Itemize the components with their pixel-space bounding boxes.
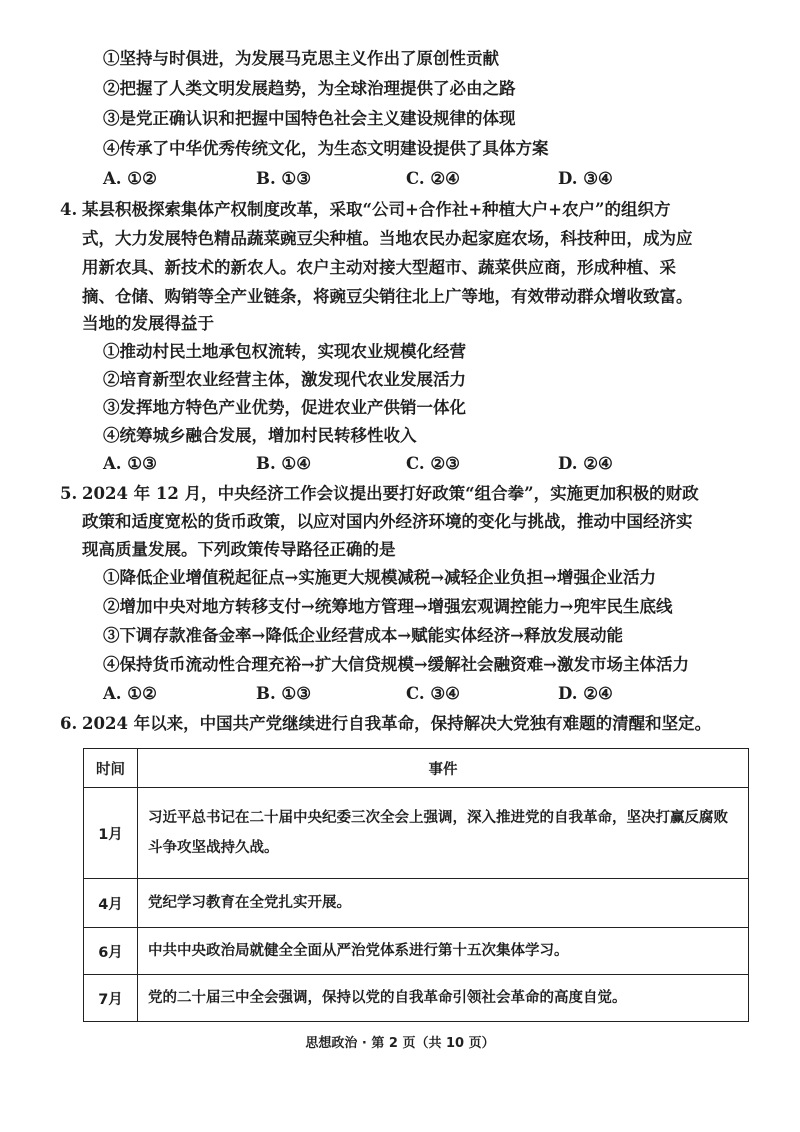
table-row <box>84 879 749 928</box>
q3-option-4: ④传承了中华优秀传统文化，为生态文明建设提供了具体方案 <box>103 139 549 158</box>
q4-option-4: ④统筹城乡融合发展，增加村民转移性收入 <box>103 426 417 445</box>
q6-stem: 2024 年以来，中国共产党继续进行自我革命，保持解决大党独有难题的清醒和坚定。 <box>82 714 712 733</box>
q5-option-1: ①降低企业增值税起征点→实施更大规模减税→减轻企业负担→增强企业活力 <box>103 568 656 587</box>
q5-choice-b[interactable]: B. ①③ <box>256 684 312 703</box>
q6-number: 6. <box>60 714 78 733</box>
q5-option-2: ②增加中央对地方转移支付→统筹地方管理→增强宏观调控能力→兜牢民生底线 <box>103 597 673 616</box>
q5-choice-c[interactable]: C. ③④ <box>406 684 460 703</box>
q4-stem-line-5: 当地的发展得益于 <box>82 314 214 333</box>
header-event: 事件 <box>138 749 749 788</box>
table-row <box>84 928 749 975</box>
q4-stem-line-2: 式，大力发展特色精品蔬菜豌豆尖种植。当地农民办起家庭农场，科技种田，成为应 <box>82 229 693 248</box>
q4-choices <box>103 452 663 476</box>
row-time: 7月 <box>84 975 138 1022</box>
q3-choice-a[interactable]: A. ①② <box>103 169 157 188</box>
q4-number: 4. <box>60 200 78 219</box>
q5-choice-a[interactable]: A. ①② <box>103 684 157 703</box>
q4-option-3: ③发挥地方特色产业优势，促进农业产供销一体化 <box>103 398 466 417</box>
q6-events-table <box>83 748 749 1022</box>
row-event: 中共中央政治局就健全全面从严治党体系进行第十五次集体学习。 <box>138 928 749 975</box>
q3-choice-d[interactable]: D. ③④ <box>558 169 613 188</box>
q4-stem-line-4: 摘、仓储、购销等全产业链条，将豌豆尖销往北上广等地，有效带动群众增收致富。 <box>82 287 693 306</box>
q5-number: 5. <box>60 484 78 503</box>
page-footer: 思想政治 · 第 2 页（共 10 页） <box>305 1036 495 1051</box>
row-time: 6月 <box>84 928 138 975</box>
q5-choice-d[interactable]: D. ②④ <box>558 684 613 703</box>
q3-option-2: ②把握了人类文明发展趋势，为全球治理提供了必由之路 <box>103 79 516 98</box>
q3-choices <box>103 167 663 191</box>
q3-option-3: ③是党正确认识和把握中国特色社会主义建设规律的体现 <box>103 109 516 128</box>
table-row <box>84 788 749 879</box>
q5-choices <box>103 682 663 706</box>
row-event: 党纪学习教育在全党扎实开展。 <box>138 879 749 928</box>
table-header-row <box>84 749 749 788</box>
q4-choice-c[interactable]: C. ②③ <box>406 454 460 473</box>
row-event: 习近平总书记在二十届中央纪委三次全会上强调，深入推进党的自我革命，坚决打赢反腐败斗争攻坚战持久战。 <box>138 788 749 879</box>
q3-option-1: ①坚持与时俱进，为发展马克思主义作出了原创性贡献 <box>103 49 499 68</box>
header-time: 时间 <box>84 749 138 788</box>
q4-option-2: ②培育新型农业经营主体，激发现代农业发展活力 <box>103 370 466 389</box>
q5-stem-line-1: 2024 年 12 月，中央经济工作会议提出要打好政策“组合拳”，实施更加积极的财政 <box>82 484 699 503</box>
row-event: 党的二十届三中全会强调，保持以党的自我革命引领社会革命的高度自觉。 <box>138 975 749 1022</box>
q4-stem-line-3: 用新农具、新技术的新农人。农户主动对接大型超市、蔬菜供应商，形成种植、采 <box>82 258 676 277</box>
q3-choice-b[interactable]: B. ①③ <box>256 169 312 188</box>
q4-stem-line-1: 某县积极探索集体产权制度改革，采取“公司+合作社+种植大户+农户”的组织方 <box>82 200 671 219</box>
q3-choice-c[interactable]: C. ②④ <box>406 169 460 188</box>
row-time: 4月 <box>84 879 138 928</box>
q4-option-1: ①推动村民土地承包权流转，实现农业规模化经营 <box>103 342 466 361</box>
row-time: 1月 <box>84 788 138 879</box>
q5-stem-line-2: 政策和适度宽松的货币政策，以应对国内外经济环境的变化与挑战，推动中国经济实 <box>82 512 693 531</box>
q4-choice-d[interactable]: D. ②④ <box>558 454 613 473</box>
q4-choice-a[interactable]: A. ①③ <box>103 454 157 473</box>
q5-option-3: ③下调存款准备金率→降低企业经营成本→赋能实体经济→释放发展动能 <box>103 626 623 645</box>
q5-stem-line-3: 现高质量发展。下列政策传导路径正确的是 <box>82 540 396 559</box>
table-row <box>84 975 749 1022</box>
q5-option-4: ④保持货币流动性合理充裕→扩大信贷规模→缓解社会融资难→激发市场主体活力 <box>103 655 689 674</box>
q4-choice-b[interactable]: B. ①④ <box>256 454 312 473</box>
